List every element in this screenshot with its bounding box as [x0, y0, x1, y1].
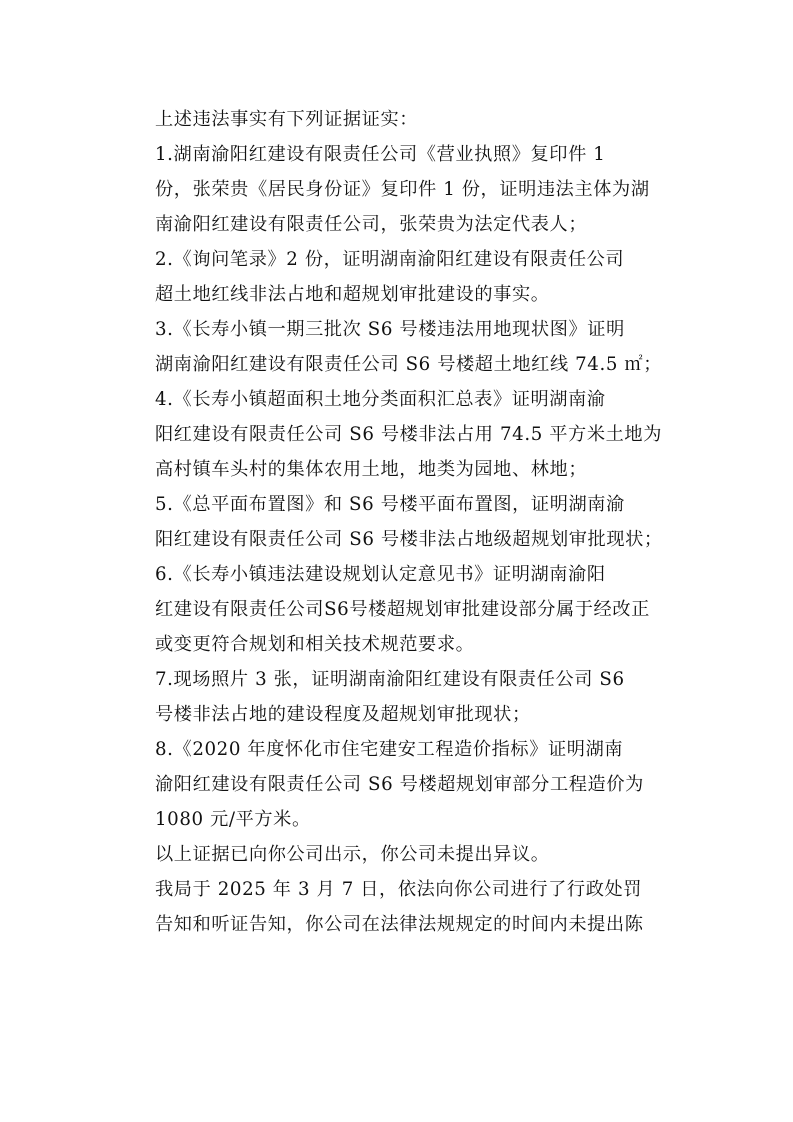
paragraph-evidence-6 [117, 557, 679, 662]
text-line: 8.《2020 年度怀化市住宅建安工程造价指标》证明湖南 [155, 739, 624, 760]
text-line: 1.湖南渝阳红建设有限责任公司《营业执照》复印件 1 [155, 144, 606, 165]
paragraph-evidence-3 [117, 312, 679, 382]
text-line: 号楼非法占地的建设程度及超规划审批现状； [155, 704, 531, 725]
text-line: 1080 元/平方米。 [155, 809, 311, 830]
paragraph-evidence-intro [117, 102, 679, 137]
paragraph-no-objection [117, 837, 679, 872]
paragraph-evidence-4 [117, 382, 679, 487]
paragraph-evidence-1 [117, 137, 679, 242]
paragraph-evidence-5 [117, 487, 679, 557]
text-line: 南渝阳红建设有限责任公司，张荣贵为法定代表人； [155, 214, 588, 235]
text-line: 以上证据已向你公司出示，你公司未提出异议。 [155, 844, 550, 865]
text-line: 份，张荣贵《居民身份证》复印件 1 份，证明违法主体为湖 [155, 179, 650, 200]
paragraph-penalty-notice [117, 872, 679, 942]
text-line: 超土地红线非法占地和超规划审批建设的事实。 [155, 284, 550, 305]
text-line: 5.《总平面布置图》和 S6 号楼平面布置图，证明湖南渝 [155, 494, 625, 515]
text-line: 我局于 2025 年 3 月 7 日，依法向你公司进行了行政处罚 [155, 879, 643, 900]
paragraph-evidence-8 [117, 732, 679, 837]
text-line: 阳红建设有限责任公司 S6 号楼非法占地级超规划审批现状； [155, 529, 663, 550]
text-line: 阳红建设有限责任公司 S6 号楼非法占用 74.5 平方米土地为 [155, 424, 662, 445]
text-line: 6.《长寿小镇违法建设规划认定意见书》证明湖南渝阳 [155, 564, 606, 585]
paragraph-evidence-2 [117, 242, 679, 312]
paragraph-evidence-7 [117, 662, 679, 732]
text-line: 2.《询问笔录》2 份，证明湖南渝阳红建设有限责任公司 [155, 249, 625, 270]
document-body [117, 102, 679, 942]
text-line: 或变更符合规划和相关技术规范要求。 [155, 634, 475, 655]
text-line: 4.《长寿小镇超面积土地分类面积汇总表》证明湖南渝 [155, 389, 606, 410]
text-line: 上述违法事实有下列证据证实： [155, 109, 419, 130]
text-line: 3.《长寿小镇一期三批次 S6 号楼违法用地现状图》证明 [155, 319, 625, 340]
text-line: 湖南渝阳红建设有限责任公司 S6 号楼超土地红线 74.5 ㎡； [155, 354, 662, 375]
text-line: 高村镇车头村的集体农用土地，地类为园地、林地； [155, 459, 588, 480]
text-line: 7.现场照片 3 张，证明湖南渝阳红建设有限责任公司 S6 [155, 669, 625, 690]
text-line: 红建设有限责任公司S6号楼超规划审批建设部分属于经改正 [155, 599, 650, 620]
text-line: 告知和听证告知，你公司在法律法规规定的时间内未提出陈 [155, 914, 644, 935]
text-line: 渝阳红建设有限责任公司 S6 号楼超规划审部分工程造价为 [155, 774, 644, 795]
